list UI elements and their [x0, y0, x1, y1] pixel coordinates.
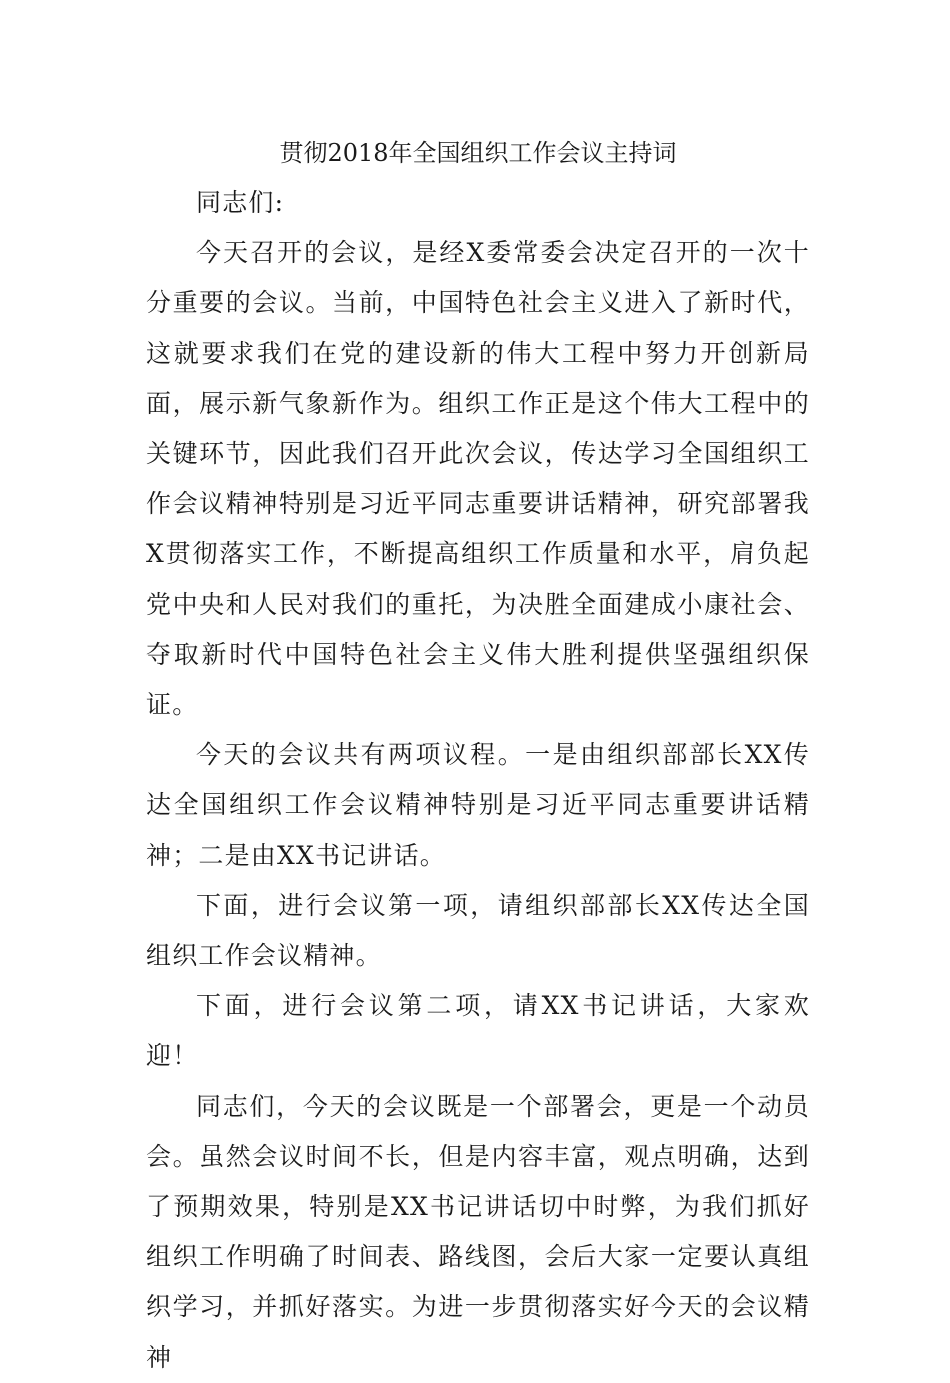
- paragraph-agenda: 今天的会议共有两项议程。一是由组织部部长XX传达全国组织工作会议精神特别是习近平同志重要讲话精神；二是由XX书记讲话。: [146, 740, 810, 870]
- paragraph-greeting: 同志们:: [196, 188, 285, 217]
- document-title: 贯彻2018年全国组织工作会议主持词: [279, 139, 677, 167]
- document-body: [146, 128, 810, 1383]
- paragraph-item-one: 下面，进行会议第一项，请组织部部长XX传达全国组织工作会议精神。: [146, 890, 810, 971]
- paragraph-item-two: 下面，进行会议第二项，请XX书记讲话，大家欢迎！: [146, 991, 810, 1071]
- paragraph-closing: 同志们，今天的会议既是一个部署会，更是一个动员会。虽然会议时间不长，但是内容丰富，观点明确，达到了预期效果，特别是XX书记讲话切中时弊，为我们抓好组织工作明确了时间表、路线图，会后大家一定要认真组织学习，并抓好落实。为进一步贯彻落实好今天的会议精神: [146, 1091, 810, 1372]
- paragraph-meeting-purpose: 今天召开的会议，是经X委常委会决定召开的一次十分重要的会议。当前，中国特色社会主义进入了新时代，这就要求我们在党的建设新的伟大工程中努力开创新局面，展示新气象新作为。组织工作正是这个伟大工程中的关键环节，因此我们召开此次会议，传达学习全国组织工作会议精神特别是习近平同志重要讲话精神，研究部署我X贯彻落实工作，不断提高组织工作质量和水平，肩负起党中央和人民对我们的重托，为决胜全面建成小康社会、夺取新时代中国特色社会主义伟大胜利提供坚强组织保证。: [146, 238, 810, 720]
